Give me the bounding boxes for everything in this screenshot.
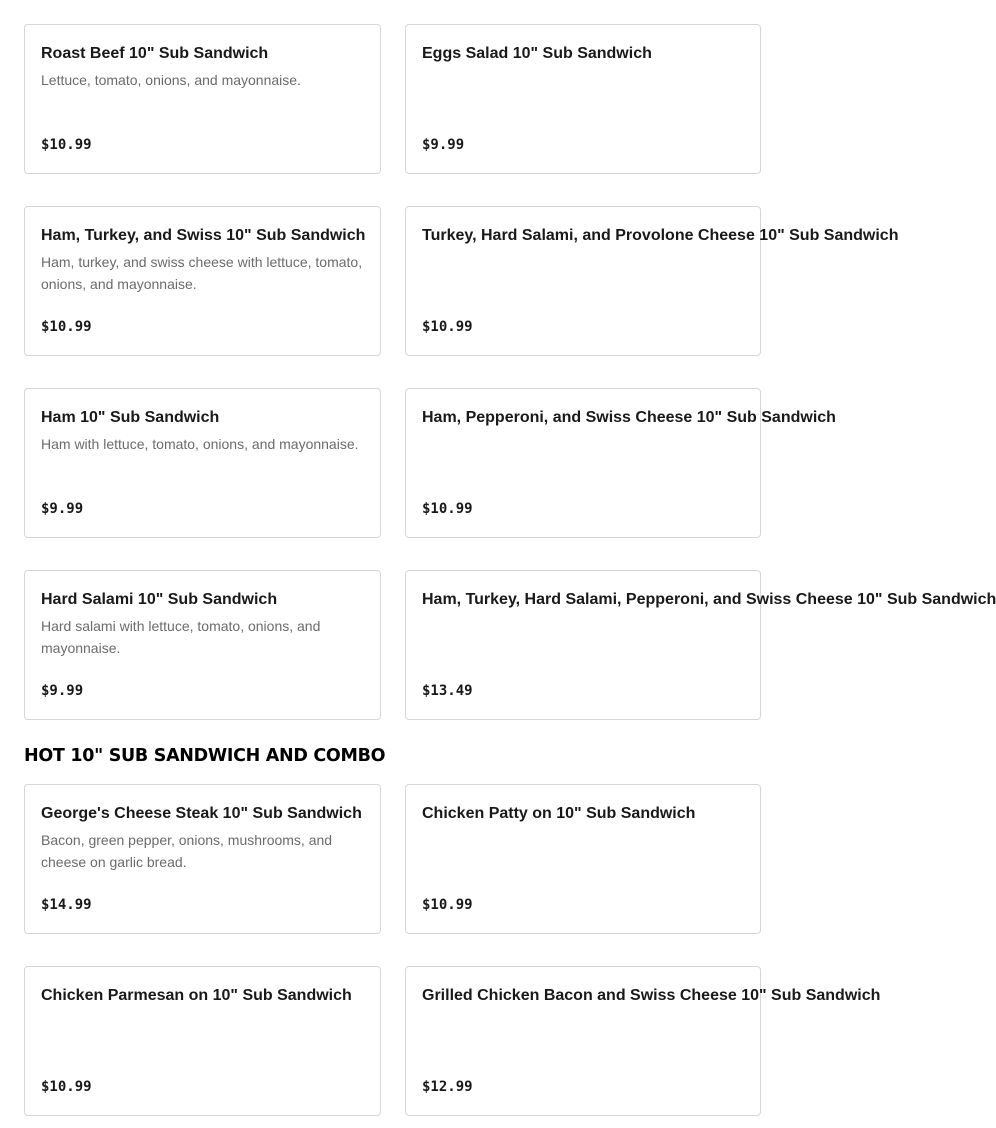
- menu-item-card[interactable]: [24, 784, 381, 934]
- menu-item-name: Chicken Patty on 10" Sub Sandwich: [422, 805, 696, 822]
- menu-item-description: Lettuce, tomato, onions, and mayonnaise.: [41, 72, 301, 88]
- section-title-hot-subs: HOT 10" SUB SANDWICH AND COMBO: [24, 746, 386, 766]
- menu-item-price: $10.99: [41, 137, 92, 153]
- menu-item-card[interactable]: [405, 784, 761, 934]
- menu-item-card[interactable]: [405, 966, 881, 1116]
- menu-item-card[interactable]: [24, 388, 381, 538]
- menu-item-price: $10.99: [41, 1079, 92, 1095]
- menu-item-description: Ham, turkey, and swiss cheese with lettuce, tomato, onions, and mayonnaise.: [41, 254, 363, 292]
- menu-item-name: Hard Salami 10" Sub Sandwich: [41, 591, 278, 608]
- menu-item-name: Ham, Turkey, Hard Salami, Pepperoni, and Swiss Cheese 10" Sub Sandwich: [422, 591, 996, 608]
- menu-item-name: Turkey, Hard Salami, and Provolone Cheese 10" Sub Sandwich: [422, 227, 899, 244]
- menu-item-name: Eggs Salad 10" Sub Sandwich: [422, 45, 652, 62]
- menu-item-description: Ham with lettuce, tomato, onions, and mayonnaise.: [41, 436, 359, 452]
- menu-item-name: Ham, Pepperoni, and Swiss Cheese 10" Sub Sandwich: [422, 409, 836, 426]
- menu-item-name: Ham, Turkey, and Swiss 10" Sub Sandwich: [41, 227, 366, 244]
- menu-item-price: $10.99: [422, 897, 473, 913]
- menu-item-name: Grilled Chicken Bacon and Swiss Cheese 10" Sub Sandwich: [422, 987, 881, 1004]
- menu-item-name: George's Cheese Steak 10" Sub Sandwich: [41, 805, 362, 822]
- menu-item-description: Bacon, green pepper, onions, mushrooms, and cheese on garlic bread.: [41, 832, 333, 870]
- menu-item-card[interactable]: [405, 570, 996, 720]
- menu-item-card[interactable]: [405, 24, 761, 174]
- menu-item-price: $9.99: [41, 501, 84, 517]
- menu-item-description: Hard salami with lettuce, tomato, onions, and mayonnaise.: [41, 618, 321, 656]
- menu-item-card[interactable]: [24, 570, 381, 720]
- menu-item-price: $13.49: [422, 683, 473, 699]
- menu-item-card[interactable]: [405, 206, 899, 356]
- menu-item-price: $9.99: [41, 683, 84, 699]
- menu-item-price: $12.99: [422, 1079, 473, 1095]
- menu-item-name: Roast Beef 10" Sub Sandwich: [41, 45, 269, 62]
- menu-item-price: $10.99: [422, 319, 473, 335]
- menu-items-grid-hot: [24, 784, 881, 1116]
- menu-item-name: Chicken Parmesan on 10" Sub Sandwich: [41, 987, 352, 1004]
- menu-item-card[interactable]: [24, 966, 381, 1116]
- menu-item-name: Ham 10" Sub Sandwich: [41, 409, 220, 426]
- menu-items-grid-cold: [24, 24, 996, 720]
- menu-item-price: $14.99: [41, 897, 92, 913]
- menu-item-price: $9.99: [422, 137, 465, 153]
- menu-item-price: $10.99: [422, 501, 473, 517]
- menu-item-card[interactable]: [405, 388, 836, 538]
- menu-item-price: $10.99: [41, 319, 92, 335]
- menu-item-card[interactable]: [24, 206, 381, 356]
- menu-item-card[interactable]: [24, 24, 381, 174]
